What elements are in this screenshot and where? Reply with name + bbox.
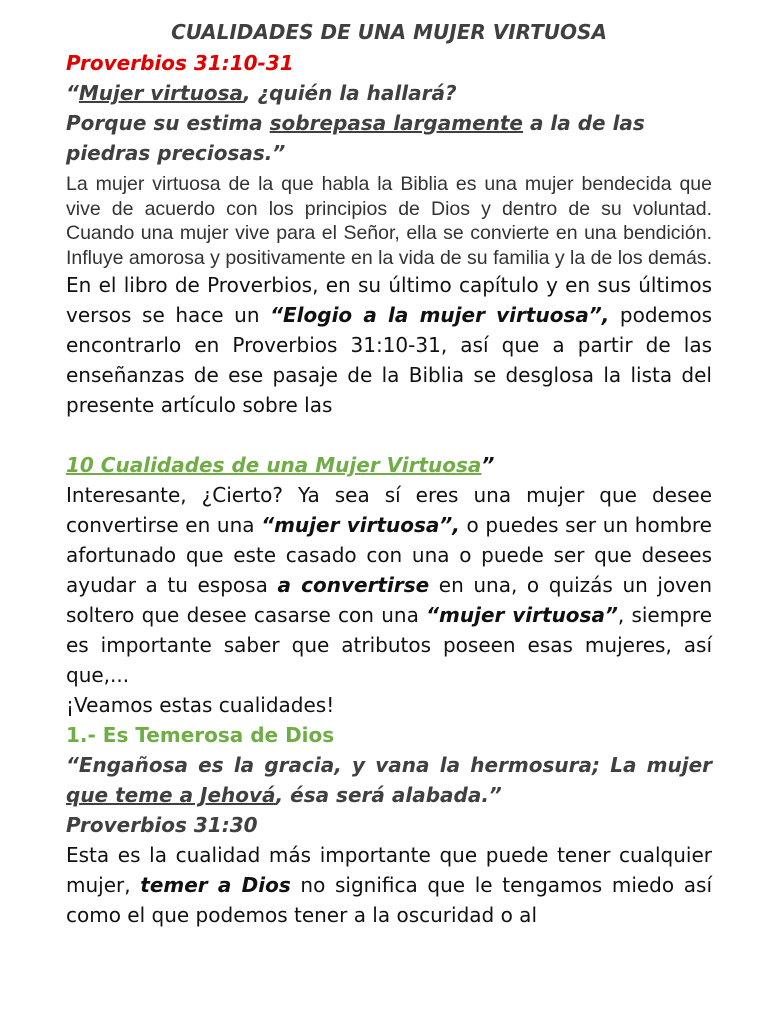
paragraph3-emphasis-2: a convertirse [277,573,430,597]
paragraph3-emphasis-3: “mujer virtuosa” [426,603,618,627]
verse-line2-start: Porque su estima [66,111,270,135]
paragraph3-emphasis-1: “mujer virtuosa”, [261,513,460,537]
paragraph-interesante [66,480,712,690]
section1-body-end: no significa que le tengamos miedo así como el que podemos tener a la oscuridad o al [66,873,712,927]
verse-quote-line2 [66,108,712,168]
section1-body-start: Esta es la cualidad más importante que puede tener cualquier mujer, [66,843,712,897]
exclaim-line: ¡Veamos estas cualidades! [66,693,335,717]
section1-quote [66,750,712,810]
section1-heading: 1.- Es Temerosa de Dios [66,723,335,747]
section1-reference: Proverbios 31:30 [66,813,258,837]
paragraph3-part-d: , siempre es importante saber que atributos poseen esas mujeres, así que,... [66,603,713,687]
paragraph-proverbios [66,270,712,420]
verse-quote-line1 [66,78,712,108]
document-page [66,16,712,930]
qualities-heading-quote: ” [481,453,495,477]
section1-body [66,840,712,930]
paragraph2-emphasis: “Elogio a la mujer virtuosa”, [270,303,610,327]
paragraph3-part-c: en una, o quizás un joven soltero que desee casarse con una [66,573,712,627]
paragraph2-end: podemos encontrarlo en Proverbios 31:10-31, así que a partir de las enseñanzas de ese pasaje de la Biblia se desglosa la lista del presente artículo sobre las [66,303,712,417]
paragraph3-part-a: Interesante, ¿Cierto? Ya sea sí eres una mujer que desee convertirse en una [66,483,712,537]
verse-line2-end: a la de las piedras preciosas.” [66,111,645,165]
section1-body-emphasis: temer a Dios [140,873,291,897]
intro-paragraph: La mujer virtuosa de la que habla la Biblia es una mujer bendecida que vive de acuerdo con los principios de Dios y dentro de su voluntad. Cuando una mujer vive para el Señor, ella se convierte en una bendición. Influye amorosa y positivamente en la vida de su familia y la de los demás. [66,173,712,269]
verse-open-quote: “ [66,81,79,105]
verse-link-mujer-virtuosa[interactable]: Mujer virtuosa [78,81,243,105]
spacer [66,420,712,450]
page-title: CUALIDADES DE UNA MUJER VIRTUOSA [171,20,607,44]
scripture-reference: Proverbios 31:10-31 [66,51,294,75]
section1-quote-link[interactable]: que teme a Jehová [66,783,276,807]
verse-line1-rest: , ¿quién la hallará? [242,81,457,105]
qualities-heading [66,450,712,480]
section1-quote-end: , ésa será alabada.” [275,783,502,807]
verse-link-sobrepasa[interactable]: sobrepasa largamente [269,111,523,135]
section1-quote-start: “Engañosa es la gracia, y vana la hermosura; La mujer [66,753,712,777]
paragraph2-start: En el libro de Proverbios, en su último capítulo y en sus últimos versos se hace un [66,273,712,327]
paragraph3-part-b: o puedes ser un hombre afortunado que este casado con una o puede ser que desees ayudar a tu esposa [66,513,712,597]
qualities-heading-link[interactable]: 10 Cualidades de una Mujer Virtuosa [66,453,482,477]
